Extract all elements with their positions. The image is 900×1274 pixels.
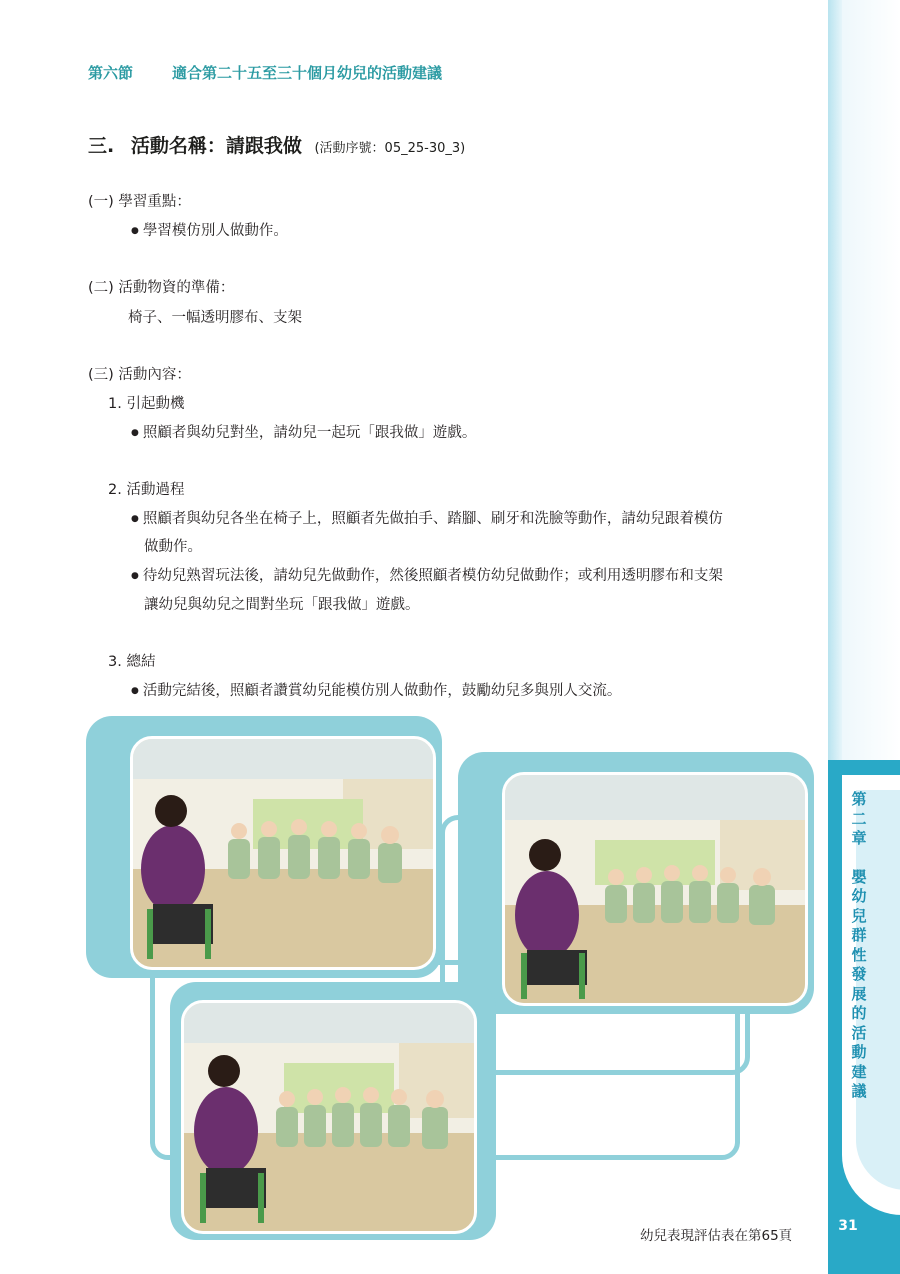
section-title: 適合第二十五至三十個月幼兒的活動建議 bbox=[172, 64, 443, 82]
section-number: 第六節 bbox=[88, 64, 134, 82]
activity-photo bbox=[181, 1000, 477, 1234]
footer-note: 幼兒表現評估表在第65頁 bbox=[640, 1228, 793, 1244]
page-number: 31 bbox=[838, 1218, 858, 1234]
step-bullet: ● 待幼兒熟習玩法後，請幼兒先做動作，然後照顧者模仿幼兒做動作；或利用透明膠布和支架 bbox=[131, 566, 723, 588]
activity-number: 三. bbox=[88, 135, 115, 157]
step-label: 2. 活動過程 bbox=[108, 482, 185, 498]
materials-heading: (二) 活動物資的準備： bbox=[88, 280, 235, 296]
chapter-number-vertical: 第 二 章 bbox=[851, 790, 867, 847]
chapter-title-vertical: 嬰 幼 兒 群 性 發 展 的 活 動 建 議 bbox=[851, 867, 867, 1100]
activity-photo bbox=[130, 736, 436, 970]
classroom-photo-illustration bbox=[184, 1003, 474, 1231]
section-header bbox=[88, 62, 442, 83]
step-bullet-continued: 做動作。 bbox=[144, 539, 202, 555]
step-label: 3. 總結 bbox=[108, 654, 156, 670]
materials-text: 椅子、一幅透明膠布、支架 bbox=[128, 310, 302, 326]
activity-name: 活動名稱：請跟我做 bbox=[130, 135, 302, 157]
classroom-photo-illustration bbox=[133, 739, 433, 967]
activity-code: (活動序號：05_25-30_3) bbox=[314, 141, 466, 156]
learning-focus-item: ● 學習模仿別人做動作。 bbox=[131, 221, 288, 243]
classroom-photo-illustration bbox=[505, 775, 805, 1003]
activity-title bbox=[88, 131, 465, 158]
learning-focus-heading: (一) 學習重點： bbox=[88, 194, 191, 210]
step-bullet-continued: 讓幼兒與幼兒之間對坐玩「跟我做」遊戲。 bbox=[144, 597, 420, 613]
content-heading: (三) 活動內容： bbox=[88, 367, 191, 383]
step-bullet: ● 活動完結後，照顧者讚賞幼兒能模仿別人做動作，鼓勵幼兒多與別人交流。 bbox=[131, 681, 621, 703]
step-bullet: ● 照顧者與幼兒對坐，請幼兒一起玩「跟我做」遊戲。 bbox=[131, 423, 476, 445]
step-bullet: ● 照顧者與幼兒各坐在椅子上，照顧者先做拍手、踏腳、刷牙和洗臉等動作，請幼兒跟着模仿 bbox=[131, 509, 723, 531]
activity-photo bbox=[502, 772, 808, 1006]
chapter-label bbox=[848, 790, 870, 1102]
step-label: 1. 引起動機 bbox=[108, 396, 185, 412]
